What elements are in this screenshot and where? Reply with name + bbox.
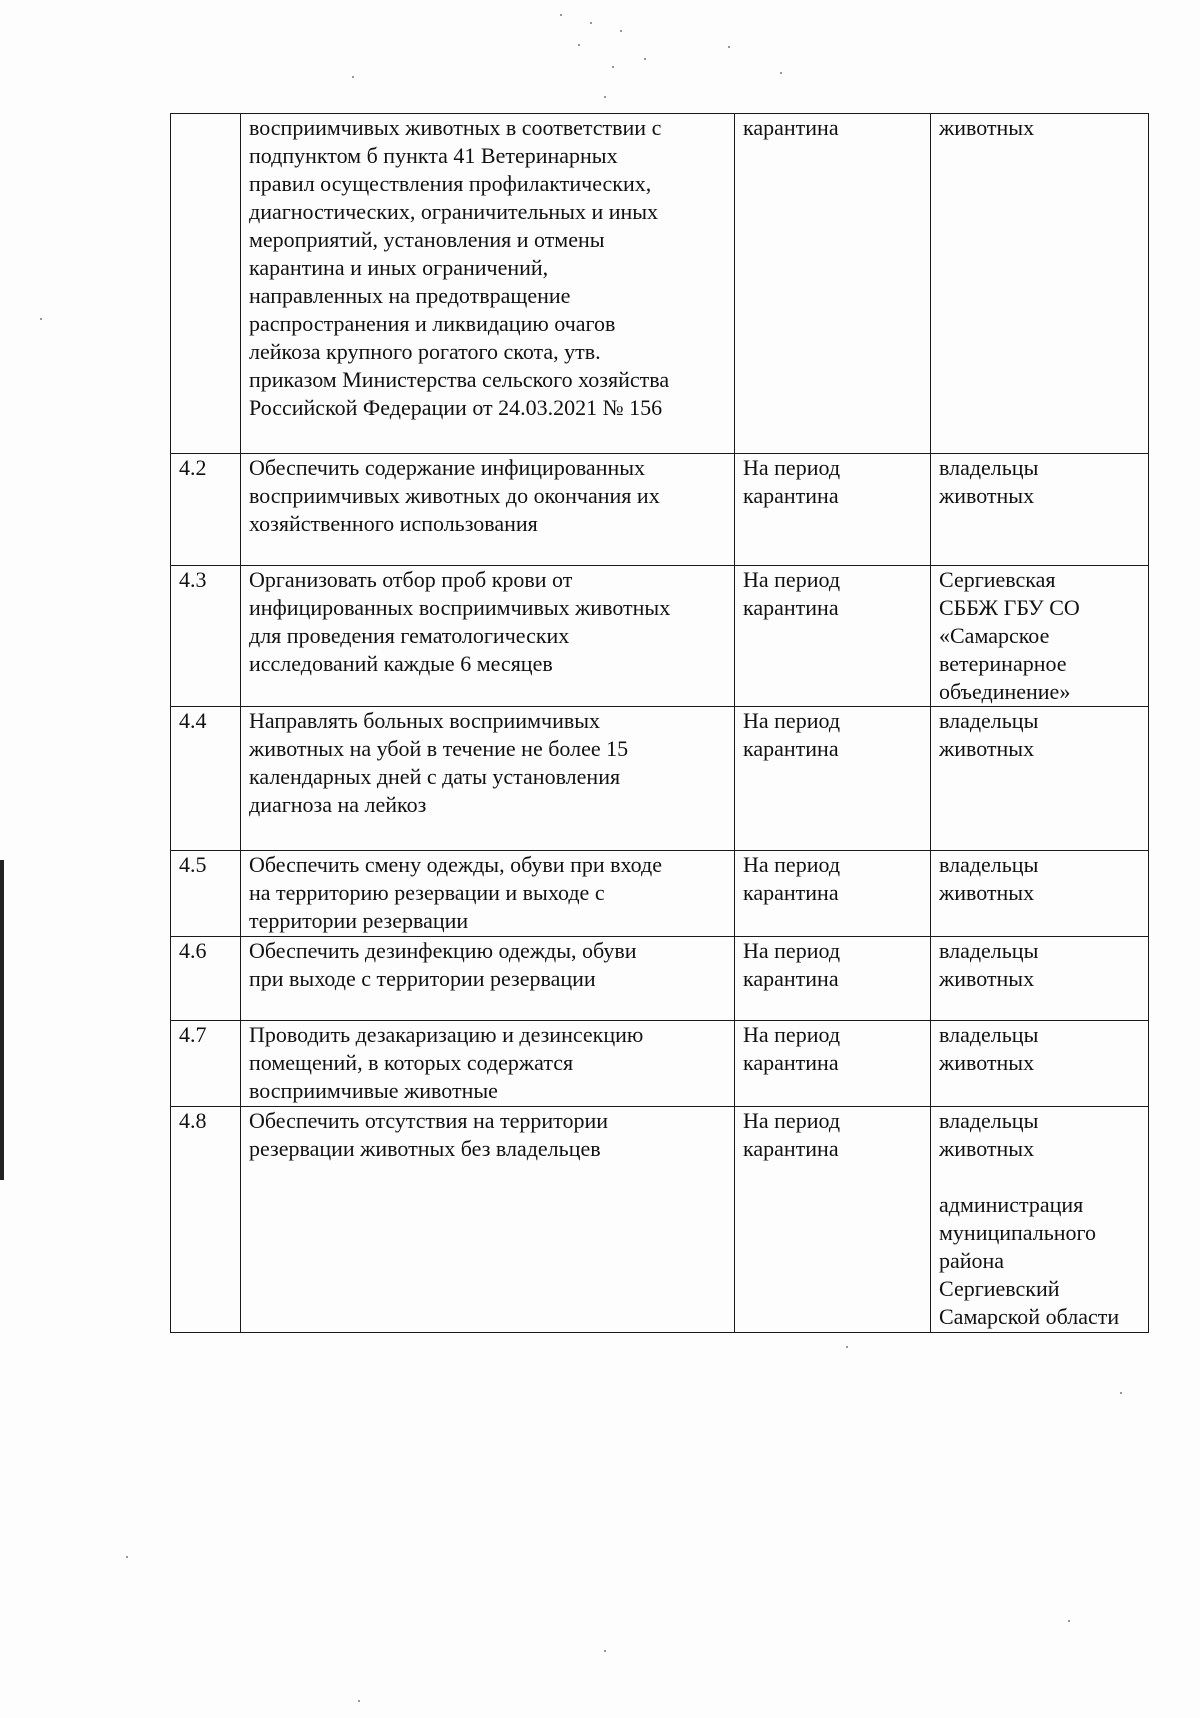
- action-text: Обеспечить дезинфекцию одежды, обуви при выходе с территории резервации: [249, 938, 637, 991]
- row-number: 4.5: [179, 852, 207, 877]
- row-number-cell: [171, 707, 241, 851]
- action-cell: [241, 454, 735, 566]
- scan-speck: [126, 1556, 128, 1558]
- responsible-text: владельцы животных: [939, 938, 1039, 991]
- table-row: [171, 1107, 1149, 1333]
- scan-speck: [578, 44, 580, 46]
- scan-speck: [1120, 1392, 1122, 1394]
- row-number: 4.3: [179, 567, 207, 592]
- scan-speck: [358, 1700, 360, 1702]
- row-number-cell: [171, 566, 241, 707]
- responsible-cell: [931, 114, 1149, 454]
- term-cell: [735, 1021, 931, 1107]
- row-number-cell: [171, 937, 241, 1021]
- row-number: 4.2: [179, 455, 207, 480]
- responsible-cell: [931, 707, 1149, 851]
- row-number: 4.8: [179, 1108, 207, 1133]
- responsible-text: животных: [939, 115, 1035, 140]
- action-text: Обеспечить отсутствия на территории резервации животных без владельцев: [249, 1108, 609, 1161]
- action-cell: [241, 937, 735, 1021]
- responsible-text: владельцы животных: [939, 708, 1039, 761]
- scan-speck: [560, 14, 562, 16]
- action-text: Обеспечить содержание инфицированных восприимчивых животных до окончания их хозяйственного использования: [249, 455, 660, 536]
- term-text: На период карантина: [743, 455, 841, 508]
- term-text: На период карантина: [743, 938, 841, 991]
- term-cell: [735, 566, 931, 707]
- term-cell: [735, 1107, 931, 1333]
- action-text: восприимчивых животных в соответствии с подпунктом б пункта 41 Ветеринарных правил осуществления профилактических, диагностических, ограничительных и иных мероприятий, установления и отмены карантина и иных ограничений, направленных на предотвращение распространения и ликвидацию очагов лейкоза крупного рогатого скота, утв. приказом Министерства сельского хозяйства Российской Федерации от 24.03.2021 № 156: [249, 115, 670, 420]
- scan-speck: [1068, 1620, 1070, 1622]
- scan-speck: [40, 318, 42, 320]
- term-cell: [735, 851, 931, 937]
- row-number: 4.6: [179, 938, 207, 963]
- responsible-cell: [931, 1107, 1149, 1333]
- table-row: [171, 1021, 1149, 1107]
- scan-speck: [612, 66, 614, 68]
- term-text: карантина: [743, 115, 839, 140]
- action-cell: [241, 114, 735, 454]
- scan-edge-mark: [0, 860, 4, 1180]
- responsible-text: Сергиевская СББЖ ГБУ СО «Самарское ветеринарное объединение»: [939, 567, 1080, 704]
- scan-speck: [728, 46, 730, 48]
- action-text: Проводить дезакаризацию и дезинсекцию помещений, в которых содержатся восприимчивые животные: [249, 1022, 644, 1103]
- row-number-cell: [171, 114, 241, 454]
- responsible-text: владельцы животных: [939, 852, 1039, 905]
- scan-speck: [644, 58, 646, 60]
- table-row: [171, 707, 1149, 851]
- term-cell: [735, 707, 931, 851]
- table-row: [171, 851, 1149, 937]
- term-text: На период карантина: [743, 852, 841, 905]
- action-cell: [241, 851, 735, 937]
- action-text: Обеспечить смену одежды, обуви при входе на территорию резервации и выходе с территории резервации: [249, 852, 663, 933]
- term-text: На период карантина: [743, 1022, 841, 1075]
- responsible-text: владельцы животных: [939, 455, 1039, 508]
- term-cell: [735, 114, 931, 454]
- row-number: 4.7: [179, 1022, 207, 1047]
- scan-speck: [604, 1650, 606, 1652]
- table-row: [171, 937, 1149, 1021]
- responsible-cell: [931, 566, 1149, 707]
- row-number-cell: [171, 454, 241, 566]
- action-cell: [241, 566, 735, 707]
- table-row: [171, 454, 1149, 566]
- scan-speck: [590, 22, 592, 24]
- action-cell: [241, 707, 735, 851]
- responsible-cell: [931, 1021, 1149, 1107]
- responsible-cell: [931, 937, 1149, 1021]
- scan-speck: [780, 72, 782, 74]
- term-text: На период карантина: [743, 1108, 841, 1161]
- scan-speck: [352, 76, 354, 78]
- scan-speck: [620, 30, 622, 32]
- term-text: На период карантина: [743, 567, 841, 620]
- action-text: Организовать отбор проб крови от инфицированных восприимчивых животных для проведения гематологических исследований каждые 6 месяцев: [249, 567, 671, 676]
- responsible-text: владельцы животных администрация муниципального района Сергиевский Самарской области: [939, 1108, 1120, 1329]
- scan-speck: [846, 1346, 848, 1348]
- row-number: 4.4: [179, 708, 207, 733]
- term-text: На период карантина: [743, 708, 841, 761]
- responsible-text: владельцы животных: [939, 1022, 1039, 1075]
- row-number-cell: [171, 1021, 241, 1107]
- table-row: [171, 566, 1149, 707]
- row-number-cell: [171, 1107, 241, 1333]
- responsible-cell: [931, 454, 1149, 566]
- responsible-cell: [931, 851, 1149, 937]
- action-cell: [241, 1021, 735, 1107]
- scan-speck: [604, 96, 606, 98]
- term-cell: [735, 454, 931, 566]
- action-text: Направлять больных восприимчивых животных на убой в течение не более 15 календарных дней с даты установления диагноза на лейкоз: [249, 708, 629, 817]
- table-row: [171, 114, 1149, 454]
- term-cell: [735, 937, 931, 1021]
- measures-table: [170, 113, 1149, 1333]
- action-cell: [241, 1107, 735, 1333]
- row-number-cell: [171, 851, 241, 937]
